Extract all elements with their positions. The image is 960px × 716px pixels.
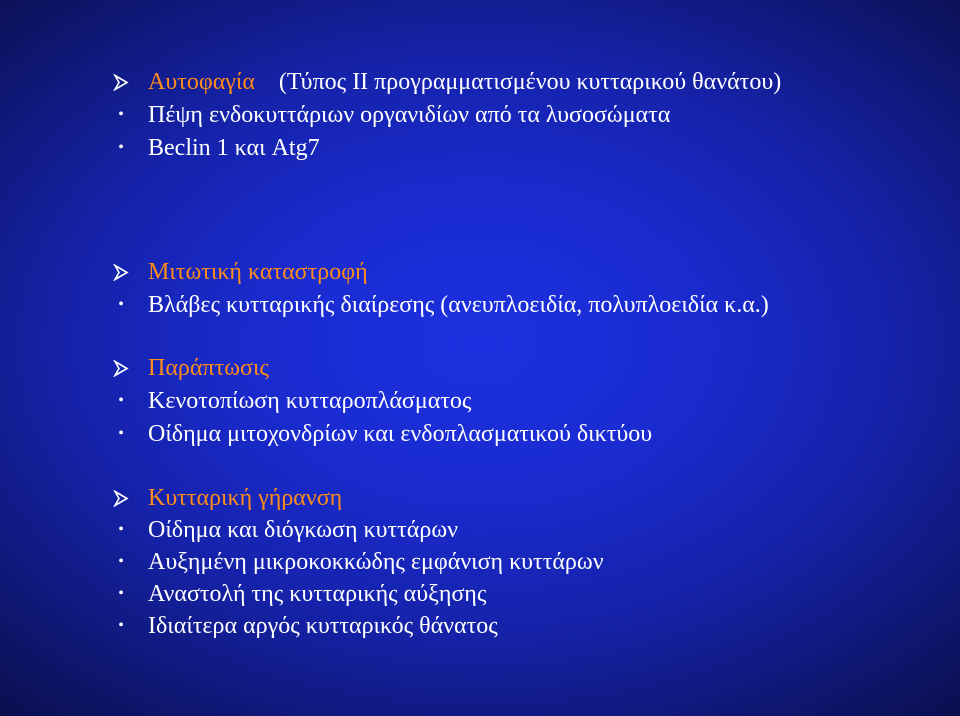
list-item-text: Βλάβες κυτταρικής διαίρεσης (ανευπλοειδία, πολυπλοειδία κ.α.) — [148, 292, 769, 318]
bullet-icon: • — [118, 425, 124, 442]
list-item-text: Ιδιαίτερα αργός κυτταρικός θάνατος — [148, 613, 498, 639]
bullet-icon: • — [118, 296, 124, 313]
bullet-icon: • — [118, 139, 124, 156]
section-title: Παράπτωσις — [148, 355, 269, 381]
bullet-icon: • — [118, 521, 124, 538]
list-item-text: Οίδημα και διόγκωση κυττάρων — [148, 517, 459, 543]
bullet-icon: • — [118, 106, 124, 123]
list-item-text: Beclin 1 και Atg7 — [148, 135, 320, 161]
list-item-text: Κενοτοπίωση κυτταροπλάσματος — [148, 388, 472, 414]
bullet-icon: • — [118, 392, 124, 409]
section-title: Αυτοφαγία — [148, 69, 255, 95]
section-subtitle: (Τύπος ΙΙ προγραμματισμένου κυτταρικού θανάτου) — [278, 69, 782, 95]
list-item-text: Οίδημα μιτοχονδρίων και ενδοπλασματικού δικτύου — [148, 421, 653, 447]
section-title: Κυτταρική γήρανση — [148, 485, 343, 511]
list-item-text: Αυξημένη μικροκοκκώδης εμφάνιση κυττάρων — [148, 549, 604, 575]
bullet-icon: • — [118, 585, 124, 602]
list-item-text: Αναστολή της κυτταρικής αύξησης — [148, 581, 487, 607]
section-title: Μιτωτική καταστροφή — [148, 259, 368, 285]
list-item-text: Πέψη ενδοκυττάριων οργανιδίων από τα λυσοσώματα — [148, 102, 671, 128]
bullet-icon: • — [118, 617, 124, 634]
bullet-icon: • — [118, 553, 124, 570]
